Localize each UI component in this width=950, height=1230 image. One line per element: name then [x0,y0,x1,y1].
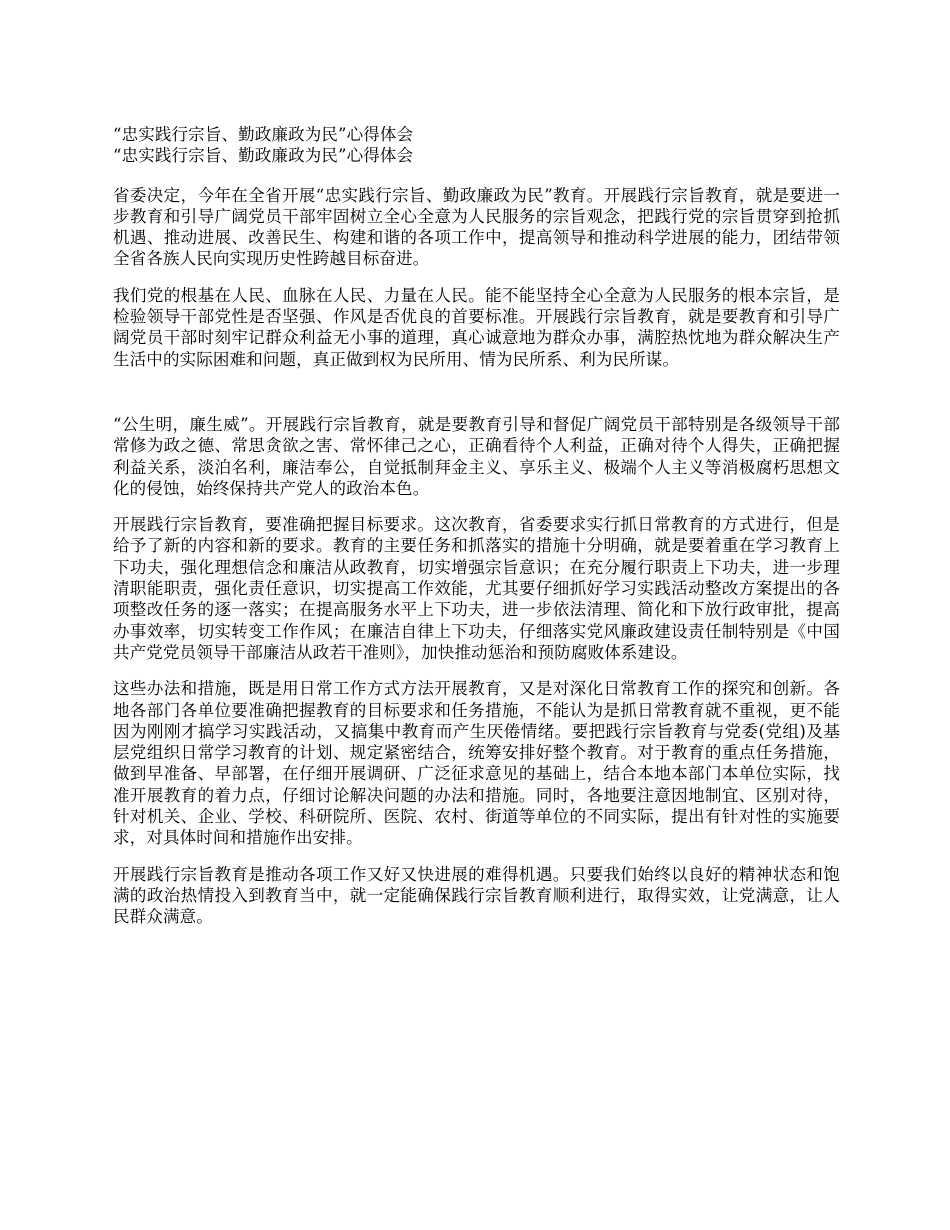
document-subtitle: “忠实践行宗旨、勤政廉政为民”心得体会 [113,146,414,166]
paragraph: 开展践行宗旨教育，要准确把握目标要求。这次教育，省委要求实行抓日常教育的方式进行，但是给予了新的内容和新的要求。教育的主要任务和抓落实的措施十分明确，就是要着重在学习教育上下功夫，强化理想信念和廉洁从政教育，切实增强宗旨意识；在充分履行职责上下功夫，进一步理清职能职责，强化责任意识，切实提高工作效能，尤其要仔细抓好学习实践活动整改方案提出的各项整改任务的逐一落实；在提高服务水平上下功夫，进一步依法清理、简化和下放行政审批，提高办事效率，切实转变工作作风；在廉洁自律上下功夫，仔细落实党风廉政建设责任制特别是《中国共产党党员领导干部廉洁从政若干准则》，加快推动惩治和预防腐败体系建设。 [113,515,840,662]
paragraph: 这些办法和措施，既是用日常工作方式方法开展教育，又是对深化日常教育工作的探究和创新。各地各部门各单位要准确把握教育的目标要求和任务措施，不能认为是抓日常教育就不重视，更不能因为刚刚才搞学习实践活动，又搞集中教育而产生厌倦情绪。要把践行宗旨教育与党委(党组)及基层党组织日常学习教育的计划、规定紧密结合，统筹安排好整个教育。对于教育的重点任务措施，做到早准备、早部署，在仔细开展调研、广泛征求意见的基础上，结合本地本部门本单位实际，找准开展教育的着力点，仔细讨论解决问题的办法和措施。同时，各地要注意因地制宜、区别对待，针对机关、企业、学校、科研院所、医院、农村、街道等单位的不同实际，提出有针对性的实施要求，对具体时间和措施作出安排。 [113,679,840,848]
paragraph: “公生明，廉生威”。开展践行宗旨教育，就是要教育引导和督促广阔党员干部特别是各级领导干部常修为政之德、常思贪欲之害、常怀律己之心，正确看待个人利益，正确对待个人得失，正确把握利益关系，淡泊名利，廉洁奉公，自觉抵制拜金主义、享乐主义、极端个人主义等消极腐朽思想文化的侵蚀，始终保持共产党人的政治本色。 [113,414,840,498]
paragraph: 开展践行宗旨教育是推动各项工作又好又快进展的难得机遇。只要我们始终以良好的精神状态和饱满的政治热情投入到教育当中，就一定能确保践行宗旨教育顺利进行，取得实效，让党满意，让人民群众满意。 [113,864,840,927]
paragraph: 我们党的根基在人民、血脉在人民、力量在人民。能不能坚持全心全意为人民服务的根本宗旨，是检验领导干部党性是否坚强、作风是否优良的首要标准。开展践行宗旨教育，就是要教育和引导广阔党员干部时刻牢记群众利益无小事的道理，真心诚意地为群众办事，满腔热忱地为群众解决生产生活中的实际困难和问题，真正做到权为民所用、情为民所系、利为民所谋。 [113,285,840,369]
document-title: “忠实践行宗旨、勤政廉政为民”心得体会 [113,125,414,144]
document-page [113,124,840,928]
paragraph: 省委决定，今年在全省开展“忠实践行宗旨、勤政廉政为民”教育。开展践行宗旨教育，就是要进一步教育和引导广阔党员干部牢固树立全心全意为人民服务的宗旨观念，把践行党的宗旨贯穿到抢抓机遇、推动进展、改善民生、构建和谐的各项工作中，提高领导和推动科学进展的能力，团结带领全省各族人民向实现历史性跨越目标奋进。 [113,185,840,269]
blank-space [113,370,840,414]
